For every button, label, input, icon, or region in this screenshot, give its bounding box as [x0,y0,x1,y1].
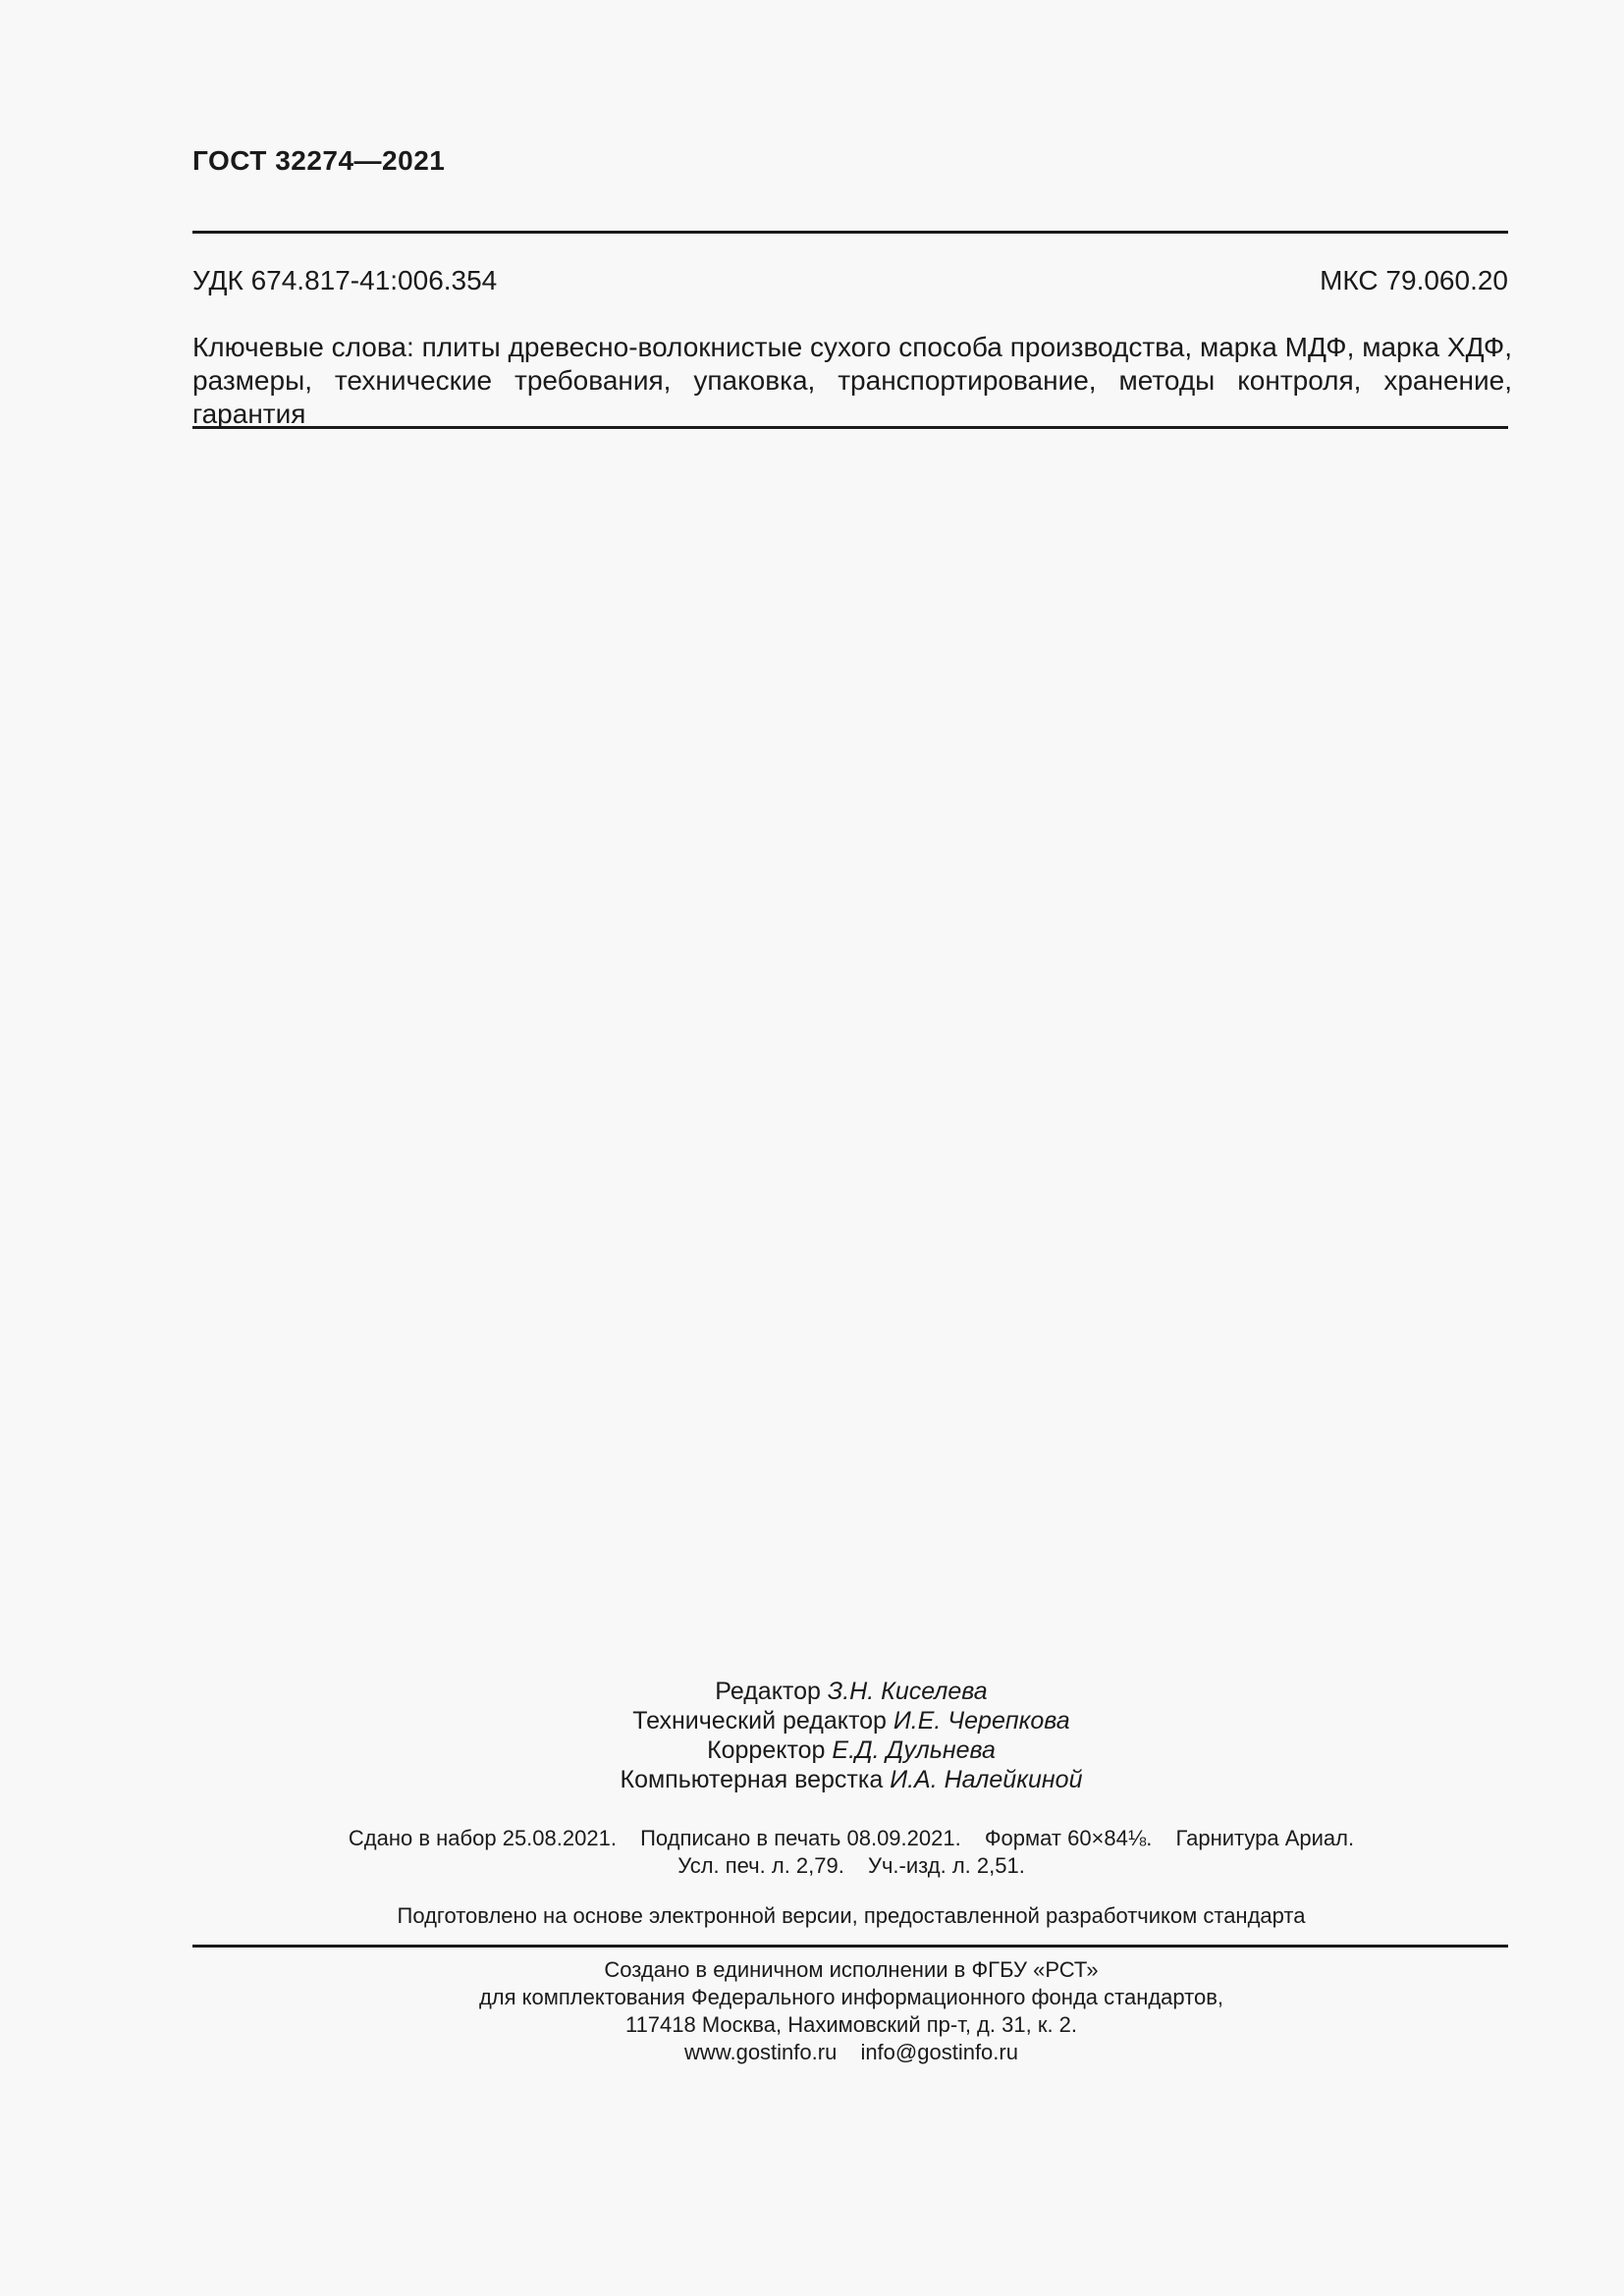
tech-editor-label: Технический редактор [632,1707,887,1735]
print-info-line-2 [0,1852,1624,1880]
print-info-line-1 [0,1825,1624,1852]
corrector-name: Е.Д. Дульнева [832,1736,996,1764]
typeface: Гарнитура Ариал. [1175,1826,1355,1850]
keywords: Ключевые слова: плиты древесно-волокнистые сухого способа производства, марка МДФ, марка ХДФ, размеры, технические требования, упаковка, транспортирование, методы контроля, хранение, гарантия [192,332,1512,429]
editor-label: Редактор [715,1678,821,1705]
paper-format: Формат 60×84⅛. [984,1826,1153,1850]
editor-line [0,1677,1624,1706]
print-sheets: Усл. печ. л. 2,79. [677,1853,844,1878]
corrector-line [0,1735,1624,1765]
publisher-address: 117418 Москва, Нахимовский пр-т, д. 31, к. 2. [624,2012,1078,2037]
editor-name: З.Н. Киселева [827,1678,988,1705]
email-link[interactable]: info@gostinfo.ru [860,2040,1018,2064]
layout-line [0,1765,1624,1794]
submitted-date: Сдано в набор 25.08.2021. [348,1826,617,1850]
ics-code: МКС 79.060.20 [1320,265,1508,295]
signed-date: Подписано в печать 08.09.2021. [640,1826,961,1850]
print-info-block [0,1825,1624,1880]
top-divider [192,231,1508,234]
corrector-label: Корректор [707,1736,826,1764]
credits-block [0,1677,1624,1794]
tech-editor-name: И.Е. Черепкова [893,1707,1070,1735]
layout-name: И.А. Налейкиной [890,1766,1083,1793]
publisher-line-1: Создано в единичном исполнении в ФГБУ «РСТ» [604,1957,1099,1982]
publisher-contacts [0,2039,1624,2066]
keywords-divider [192,426,1508,429]
publisher-line-2: для комплектования Федерального информационного фонда стандартов, [478,1985,1224,2009]
publisher-divider [192,1945,1508,1948]
standard-number: ГОСТ 32274—2021 [192,145,446,176]
prepared-note: Подготовлено на основе электронной версии, предоставленной разработчиком стандарта [397,1903,1306,1928]
tech-editor-line [0,1706,1624,1735]
udc-code: УДК 674.817-41:006.354 [192,265,498,295]
layout-label: Компьютерная верстка [620,1766,884,1793]
pub-sheets: Уч.-изд. л. 2,51. [867,1853,1025,1878]
website-link[interactable]: www.gostinfo.ru [684,2040,838,2064]
classification-row [192,265,1508,296]
publisher-block [0,1956,1624,2066]
